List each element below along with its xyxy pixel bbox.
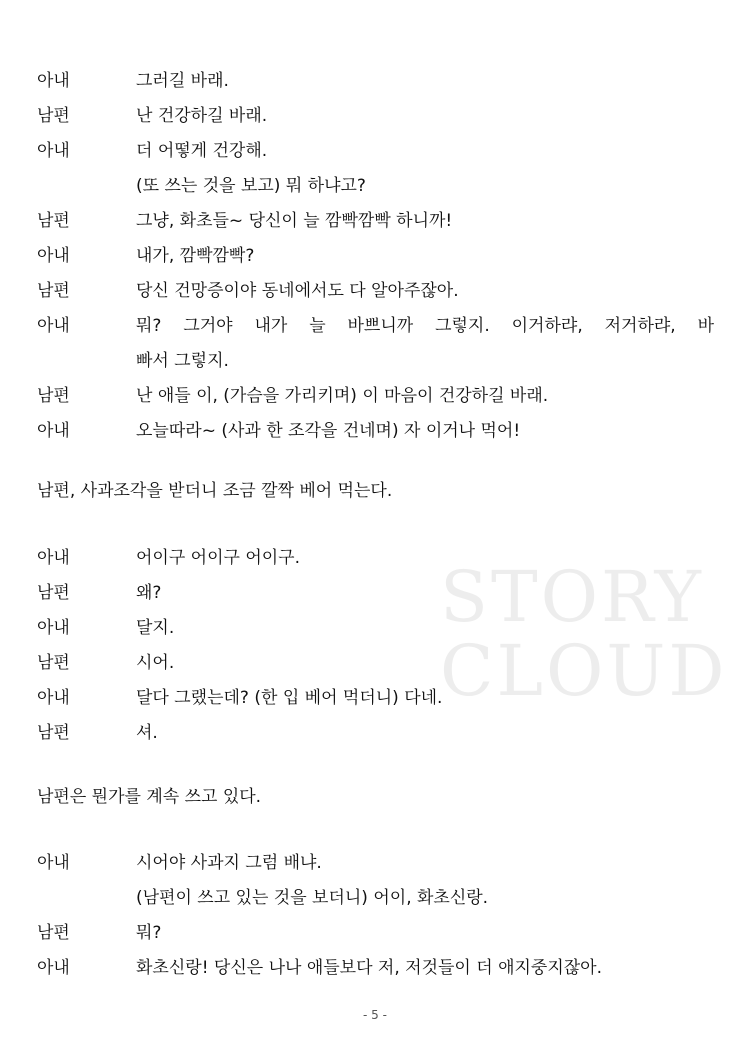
- dialogue-row: [0, 646, 750, 681]
- speaker-name: 남편: [37, 583, 70, 603]
- dialogue-line: 뭐? 그거야 내가 늘 바쁘니까 그렇지. 이거하랴, 저거하랴, 바: [136, 316, 714, 336]
- speaker-name: 남편: [37, 211, 70, 231]
- dialogue-line: 내가, 깜빡깜빡?: [136, 246, 255, 266]
- dialogue-line: 화초신랑! 당신은 나나 애들보다 저, 저것들이 더 애지중지잖아.: [136, 958, 602, 978]
- stage-direction-text: 남편은 뭔가를 계속 쓰고 있다.: [37, 787, 262, 807]
- dialogue-line: 빠서 그렇지.: [136, 351, 229, 371]
- speaker-name: 아내: [37, 71, 70, 91]
- speaker-name: 아내: [37, 618, 70, 638]
- dialogue-row: [0, 414, 750, 449]
- dialogue-line: 더 어떻게 건강해.: [136, 141, 268, 161]
- speaker-name: 남편: [37, 281, 70, 301]
- stage-direction-text: 남편, 사과조각을 받더니 조금 깔짝 베어 먹는다.: [37, 481, 393, 501]
- dialogue-line: 어이구 어이구 어이구.: [136, 548, 301, 568]
- dialogue-block-3: [0, 846, 750, 986]
- speaker-name: 남편: [37, 106, 70, 126]
- watermark-line-1: STORY: [440, 556, 704, 638]
- speaker-name: 아내: [37, 246, 70, 266]
- dialogue-block-2: [0, 541, 750, 751]
- dialogue-row: [0, 576, 750, 611]
- dialogue-line: 왜?: [136, 583, 162, 603]
- dialogue-row: [0, 309, 750, 344]
- dialogue-row: [0, 379, 750, 414]
- speaker-name: 아내: [37, 316, 70, 336]
- dialogue-row: [0, 344, 750, 379]
- dialogue-line: 셔.: [136, 723, 158, 743]
- dialogue-row: [0, 99, 750, 134]
- dialogue-row: [0, 541, 750, 576]
- dialogue-row: [0, 134, 750, 169]
- dialogue-row: [0, 611, 750, 646]
- dialogue-line: (또 쓰는 것을 보고) 뭐 하냐고?: [136, 176, 366, 196]
- dialogue-block-1: [0, 64, 750, 449]
- speaker-name: 아내: [37, 853, 70, 873]
- speaker-name: 아내: [37, 141, 70, 161]
- speaker-name: 남편: [37, 386, 70, 406]
- watermark-line-2: CLOUD: [440, 630, 728, 712]
- speaker-name: 남편: [37, 723, 70, 743]
- dialogue-row: [0, 204, 750, 239]
- dialogue-line: 시어야 사과지 그럼 배냐.: [136, 853, 322, 873]
- speaker-name: 남편: [37, 653, 70, 673]
- speaker-name: 아내: [37, 958, 70, 978]
- dialogue-line: 달다 그랬는데? (한 입 베어 먹더니) 다네.: [136, 688, 443, 708]
- stage-direction-2: [0, 780, 750, 815]
- dialogue-row: [0, 716, 750, 751]
- dialogue-row: [0, 916, 750, 951]
- dialogue-row: [0, 951, 750, 986]
- dialogue-row: [0, 169, 750, 204]
- dialogue-row: [0, 274, 750, 309]
- speaker-name: 아내: [37, 688, 70, 708]
- dialogue-line: 시어.: [136, 653, 175, 673]
- page-number: - 5 -: [363, 1008, 387, 1022]
- speaker-name: 아내: [37, 548, 70, 568]
- dialogue-line: 오늘따라~ (사과 한 조각을 건네며) 자 이거나 먹어!: [136, 421, 521, 441]
- speaker-name: 아내: [37, 421, 70, 441]
- dialogue-row: [0, 681, 750, 716]
- dialogue-line: 달지.: [136, 618, 175, 638]
- speaker-name: 남편: [37, 923, 70, 943]
- dialogue-row: [0, 881, 750, 916]
- dialogue-line: 당신 건망증이야 동네에서도 다 알아주잖아.: [136, 281, 459, 301]
- dialogue-row: [0, 846, 750, 881]
- dialogue-row: [0, 239, 750, 274]
- dialogue-line: 난 건강하길 바래.: [136, 106, 268, 126]
- dialogue-line: 뭐?: [136, 923, 162, 943]
- dialogue-line: 그냥, 화초들~ 당신이 늘 깜빡깜빡 하니까!: [136, 211, 453, 231]
- dialogue-line: (남편이 쓰고 있는 것을 보더니) 어이, 화초신랑.: [136, 888, 489, 908]
- dialogue-line: 그러길 바래.: [136, 71, 229, 91]
- dialogue-line: 난 애들 이, (가슴을 가리키며) 이 마음이 건강하길 바래.: [136, 386, 549, 406]
- stage-direction-1: [0, 474, 750, 509]
- dialogue-row: [0, 64, 750, 99]
